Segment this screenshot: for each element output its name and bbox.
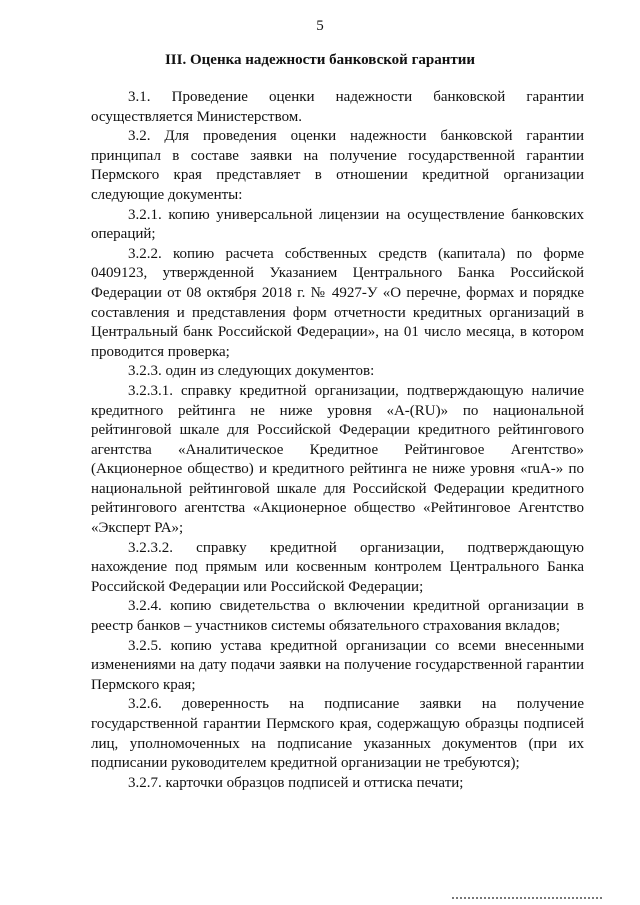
paragraph-3-2-3-1: 3.2.3.1. справку кредитной организации, подтверждающую наличие кредитного рейтинга не ниже уровня «A-(RU)» по национальной рейтинговой шкале для Российской Федерации кредитного рейтингового агентства «Аналитическое Кредитное Рейтинговое Агентство» (Акционерное общество) и кредитного рейтинга не ниже уровня «ruA-» по национальной рейтинговой шкале для Российской Федерации кредитного рейтингового агентства «Акционерное общество «Рейтинговое Агентство «Эксперт РА»;: [91, 382, 584, 537]
paragraph-3-2-7: 3.2.7. карточки образцов подписей и оттиска печати;: [128, 774, 464, 791]
page-number: 5: [316, 18, 324, 34]
document-body: [91, 88, 584, 793]
paragraph-3-2-2: 3.2.2. копию расчета собственных средств (капитала) по форме 0409123, утвержденной Указанием Центрального Банка Российской Федерации от 08 октября 2018 г. № 4927-У «О перечне, формах и порядке составления и представления форм отчетности кредитных организаций в Центральный банк Российской Федерации», на 01 число месяца, в котором проводится проверка;: [91, 245, 584, 360]
paragraph-3-2-5: 3.2.5. копию устава кредитной организации со всеми внесенными изменениями на дату подачи заявки на получение государственной гарантии Пермского края;: [91, 637, 584, 693]
section-title: III. Оценка надежности банковской гарантии: [164, 52, 476, 68]
paragraph-3-2-4: 3.2.4. копию свидетельства о включении кредитной организации в реестр банков – участников системы обязательного страхования вкладов;: [91, 598, 584, 635]
paragraph-3-2: 3.2. Для проведения оценки надежности банковской гарантии принципал в составе заявки на получение государственной гарантии Пермского края представляет в отношении кредитной организации следующие документы:: [91, 128, 584, 203]
paragraph-3-2-3-2: 3.2.3.2. справку кредитной организации, подтверждающую нахождение под прямым или косвенным контролем Центрального Банка Российской Федерации или Российской Федерации;: [91, 539, 584, 595]
paragraph-3-2-1: 3.2.1. копию универсальной лицензии на осуществление банковских операций;: [91, 206, 584, 243]
paragraph-3-2-3: 3.2.3. один из следующих документов:: [128, 363, 375, 380]
paragraph-3-1: 3.1. Проведение оценки надежности банковской гарантии осуществляется Министерством.: [91, 89, 584, 125]
paragraph-3-2-6: 3.2.6. доверенность на подписание заявки на получение государственной гарантии Пермского края, содержащую образцы подписей лиц, уполномоченных на подписание указанных документов (при их подписании руководителем кредитной организации не требуются);: [91, 696, 584, 772]
scan-footer-mark: [452, 897, 602, 902]
